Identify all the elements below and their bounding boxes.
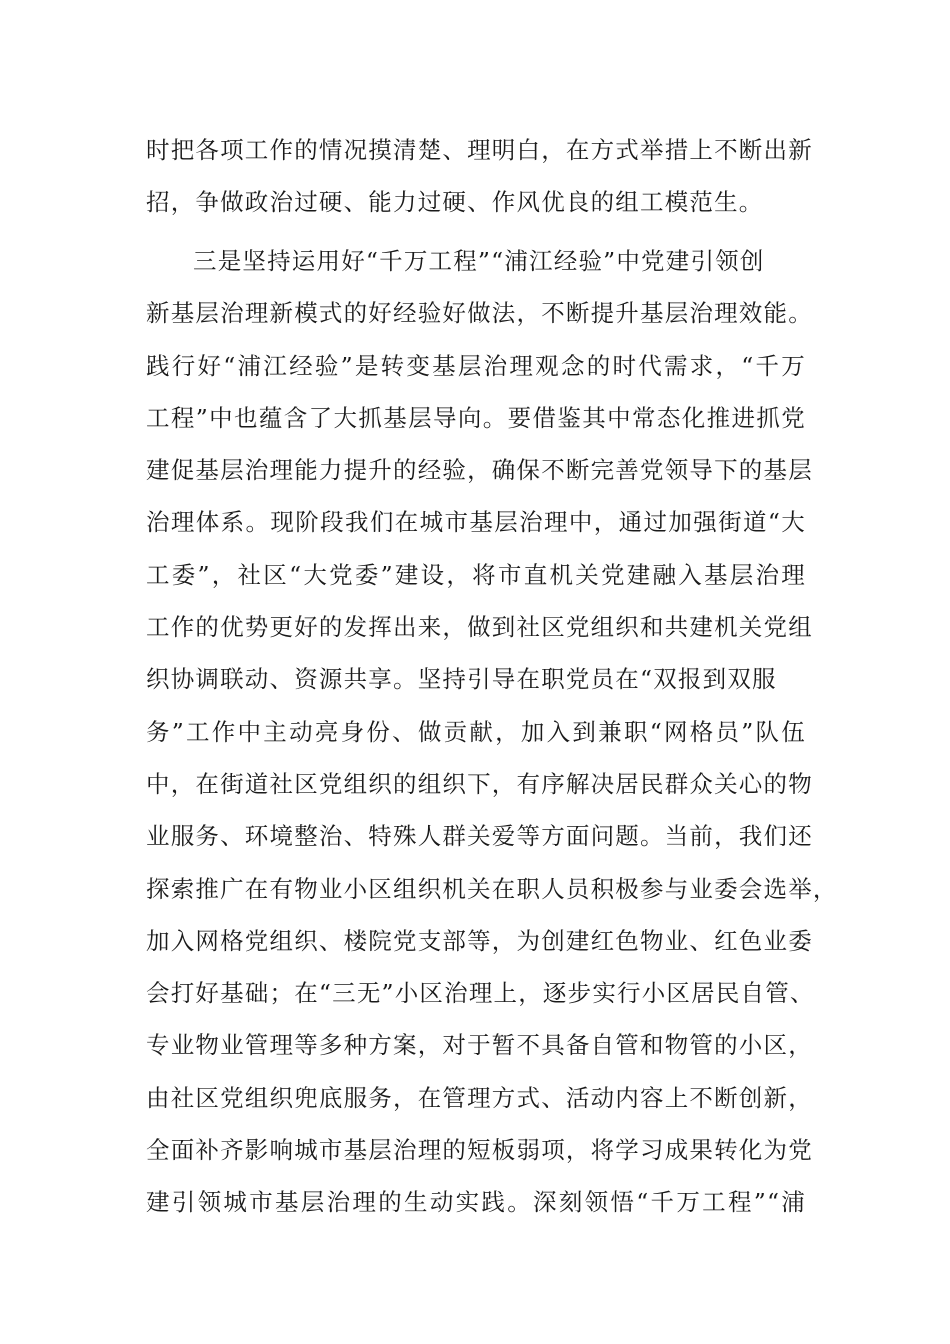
text-line: 建促基层治理能力提升的经验，确保不断完善党领导下的基层 [146,456,813,485]
text-line: 全面补齐影响城市基层治理的短板弱项，将学习成果转化为党 [146,1136,813,1165]
text-line: 时把各项工作的情况摸清楚、理明白，在方式举措上不断出新 [146,136,813,164]
text-line: 工程”中也蕴含了大抓基层导向。要借鉴其中常态化推进抓党 [146,403,806,432]
text-line: 会打好基础；在“三无”小区治理上，逐步实行小区居民自管、 [146,979,815,1008]
text-line: 践行好“浦江经验”是转变基层治理观念的时代需求，“千万 [146,351,806,380]
text-line: 织协调联动、资源共享。坚持引导在职党员在“双报到双服 [146,665,777,694]
text-line: 新基层治理新模式的好经验好做法，不断提升基层治理效能。 [146,299,813,328]
paragraph-continuation [146,124,813,229]
text-line: 招，争做政治过硬、能力过硬、作风优良的组工模范生。 [146,188,764,217]
text-line: 由社区党组织兜底服务，在管理方式、活动内容上不断创新， [146,1083,813,1112]
text-line: 探索推广在有物业小区组织机关在职人员积极参与业委会选举， [146,874,838,903]
paragraph-main [146,235,838,1229]
text-line: 专业物业管理等多种方案，对于暂不具备自管和物管的小区， [146,1031,813,1060]
text-line: 务”工作中主动亮身份、做贡献，加入到兼职“网格员”队伍 [146,717,806,746]
text-line: 建引领城市基层治理的生动实践。深刻领悟“千万工程”“浦 [146,1188,806,1217]
text-line: 工作的优势更好的发挥出来，做到社区党组织和共建机关党组 [146,613,813,642]
text-line: 业服务、环境整治、特殊人群关爱等方面问题。当前，我们还 [146,822,813,851]
text-line: 中，在街道社区党组织的组织下，有序解决居民群众关心的物 [146,769,813,798]
text-line: 工委”，社区“大党委”建设，将市直机关党建融入基层治理 [146,560,806,589]
text-line: 治理体系。现阶段我们在城市基层治理中，通过加强街道“大 [146,508,806,537]
text-line-indented: 三是坚持运用好“千万工程”“浦江经验”中党建引领创 [193,247,765,275]
text-line: 加入网格党组织、楼院党支部等，为创建红色物业、红色业委 [146,926,813,955]
